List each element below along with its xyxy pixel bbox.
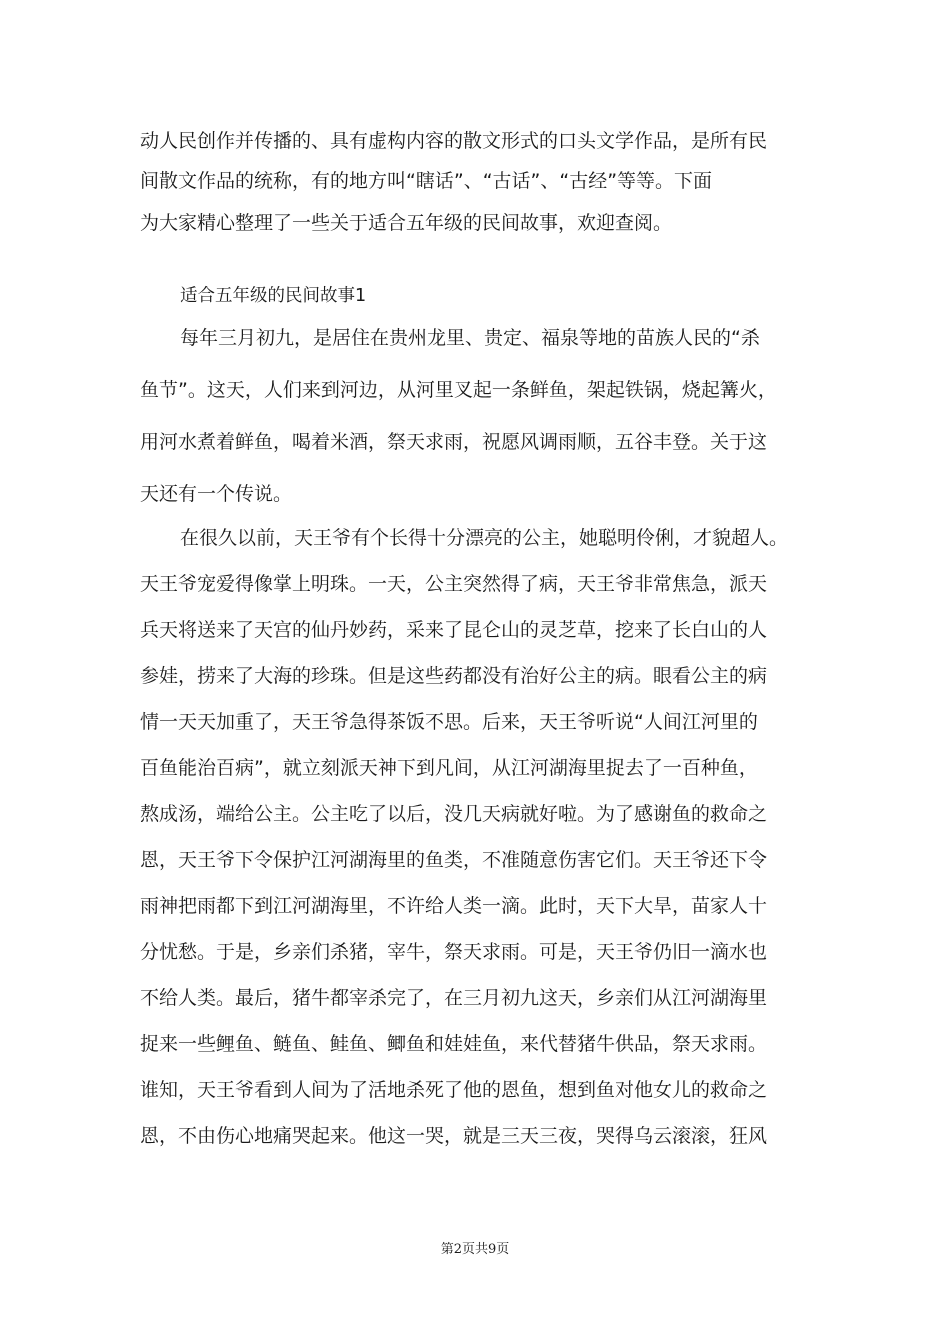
text-line: 天王爷宠爱得像掌上明珠。一天，公主突然得了病，天王爷非常焦急，派天 [140, 573, 768, 595]
page-footer [0, 1238, 950, 1257]
text-line: 恩，天王爷下令保护江河湖海里的鱼类，不准随意伤害它们。天王爷还下令 [140, 849, 768, 871]
text-line: 动人民创作并传播的、具有虚构内容的散文形式的口头文学作品，是所有民 [140, 130, 768, 152]
text-line: 为大家精心整理了一些关于适合五年级的民间故事，欢迎查阅。 [140, 212, 673, 234]
intro-paragraph [140, 123, 840, 241]
page-number: 第2页共9页 [440, 1242, 510, 1257]
text-line: 参娃，捞来了大海的珍珠。但是这些药都没有治好公主的病。眼看公主的病 [140, 665, 768, 687]
text-line: 分忧愁。于是，乡亲们杀猪，宰牛，祭天求雨。可是，天王爷仍旧一滴水也 [140, 941, 768, 963]
text-line: 恩，不由伤心地痛哭起来。他这一哭，就是三天三夜，哭得乌云滚滚，狂风 [140, 1125, 768, 1147]
paragraph-1 [140, 320, 840, 512]
text-line: 熬成汤，端给公主。公主吃了以后，没几天病就好啦。为了感谢鱼的救命之 [140, 803, 768, 825]
text-line: 谁知，天王爷看到人间为了活地杀死了他的恩鱼，想到鱼对他女儿的救命之 [140, 1079, 768, 1101]
text-line: 用河水煮着鲜鱼，喝着米酒，祭天求雨，祝愿风调雨顺，五谷丰登。关于这 [140, 431, 768, 453]
text-line: 每年三月初九，是居住在贵州龙里、贵定、福泉等地的苗族人民的“杀 [180, 327, 760, 349]
text-line: 间散文作品的统称，有的地方叫“瞎话”、“古话”、“古经”等等。下面 [140, 170, 713, 192]
text-line: 在很久以前，天王爷有个长得十分漂亮的公主，她聪明伶俐，才貌超人。 [180, 527, 789, 549]
story-title: 适合五年级的民间故事1 [180, 286, 367, 306]
text-line: 百鱼能治百病”，就立刻派天神下到凡间，从江河湖海里捉去了一百种鱼， [140, 757, 758, 779]
text-line: 兵天将送来了天宫的仙丹妙药，采来了昆仑山的灵芝草，挖来了长白山的人 [140, 619, 768, 641]
text-line: 雨神把雨都下到江河湖海里，不许给人类一滴。此时，天下大旱，苗家人十 [140, 895, 768, 917]
text-line: 情一天天加重了，天王爷急得茶饭不思。后来，天王爷听说“人间江河里的 [140, 711, 758, 733]
text-line: 捉来一些鲤鱼、鲢鱼、鲑鱼、鲫鱼和娃娃鱼，来代替猪牛供品，祭天求雨。 [140, 1033, 768, 1055]
text-line: 天还有一个传说。 [140, 483, 293, 505]
text-line: 不给人类。最后，猪牛都宰杀完了，在三月初九这天，乡亲们从江河湖海里 [140, 987, 768, 1009]
text-line: 鱼节”。这天，人们来到河边，从河里叉起一条鲜鱼，架起铁锅，烧起篝火， [140, 379, 777, 401]
paragraph-2 [140, 520, 840, 1154]
story-heading [140, 278, 840, 314]
